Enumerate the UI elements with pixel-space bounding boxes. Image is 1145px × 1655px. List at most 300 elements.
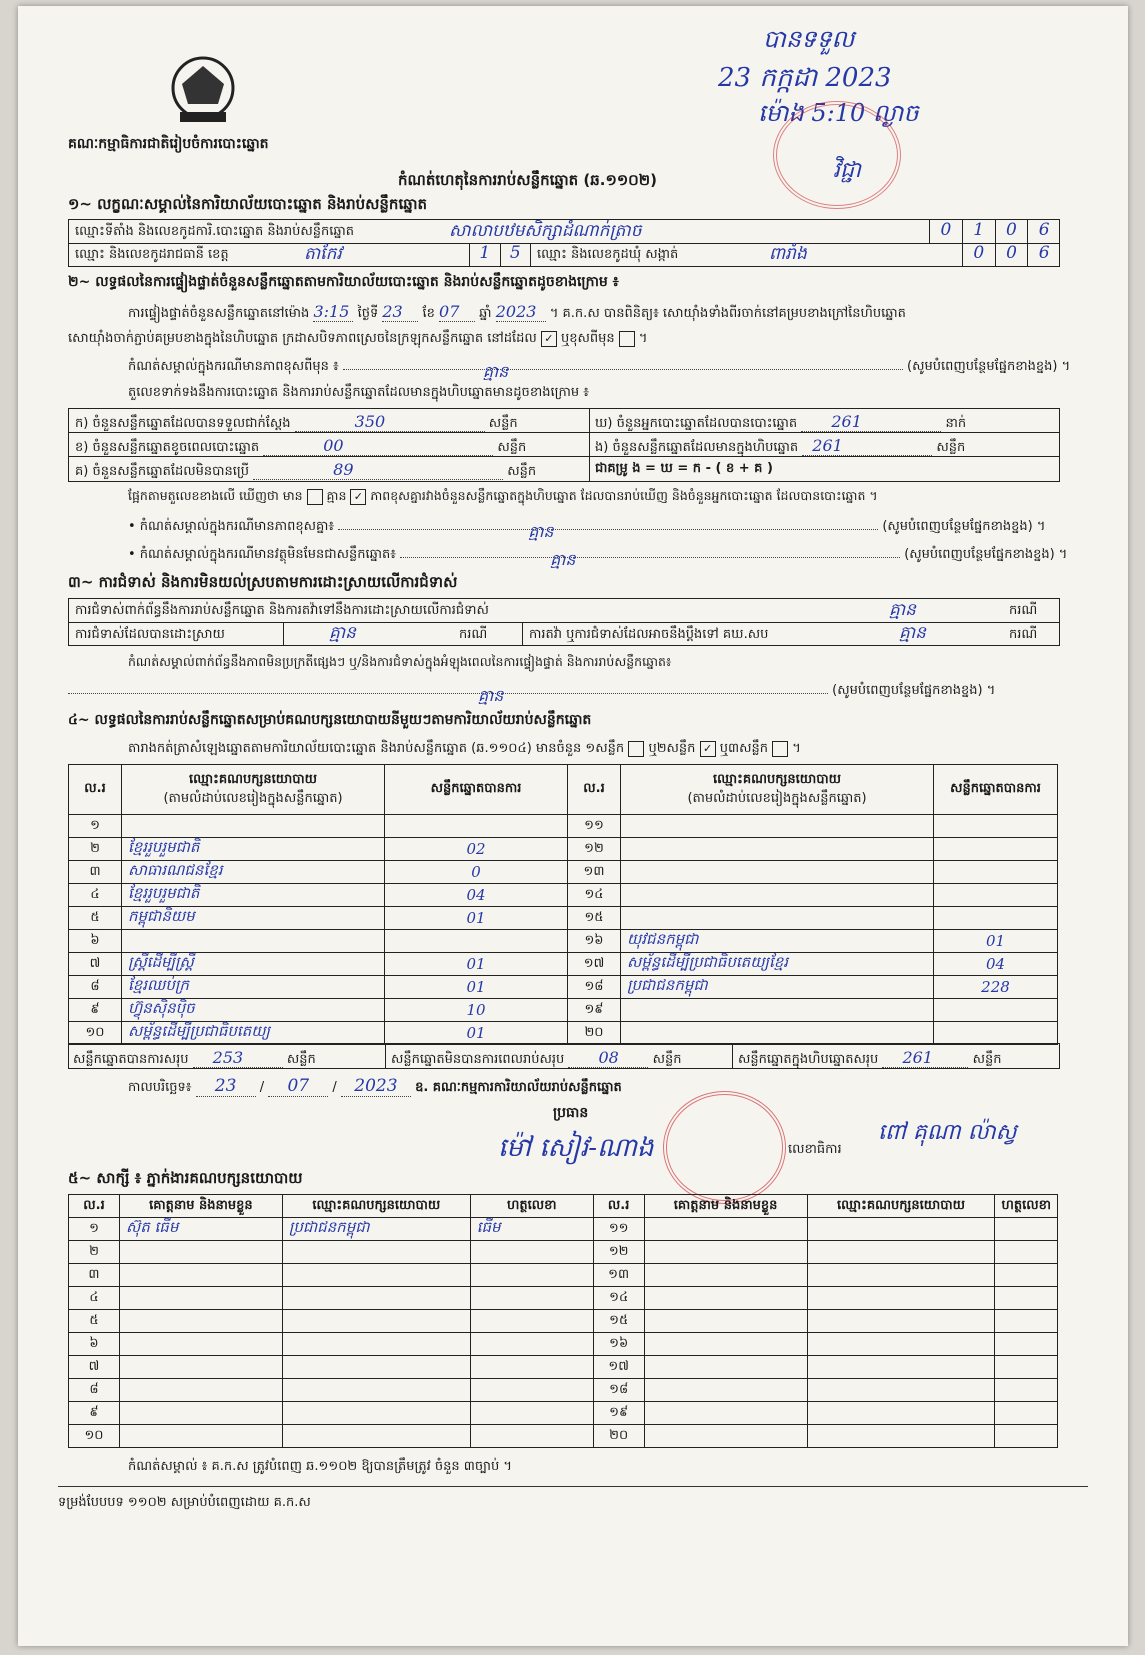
party-votes: 228 [934,976,1058,999]
received-note: បានទទួល [763,25,855,53]
witness-no: ៥ [69,1310,120,1333]
two-sheets-checkbox[interactable]: ✓ [700,741,716,757]
witness-signature: ធើម [470,1218,593,1241]
col-sign: ហត្ថលេខា [995,1195,1058,1218]
unit-label: សន្លឹក [652,1052,682,1067]
results-row [69,907,1058,930]
witness-no: ១៦ [593,1333,644,1356]
witness-party [282,1333,470,1356]
witness-party [807,1287,995,1310]
counting-committee: ឧ. គណៈកម្មការការិយាល័យរាប់សន្លឹកឆ្នោត [415,1080,622,1095]
irregularities-value: គ្មាន [478,686,504,705]
seal-check-text: សោយ៉ាំងចាក់ភ្ជាប់គម្របខាងក្នុងនៃហិបឆ្នោត ក្រដាសបិទភាពស្រេចនៃក្រឡុកសន្លឹកឆ្នោត នៅដដែល [68,331,537,346]
witness-row [69,1218,1058,1241]
witness-party [807,1402,995,1425]
note-1-label: កំណត់សម្គាល់ក្នុងករណីមានភាពខុសពីមុន ៖ [128,359,339,374]
received-ballots-label: ក) ចំនួនសន្លឹកឆ្នោតដែលបានទទួលជាក់ស្តែង [75,416,291,431]
witness-name [119,1310,282,1333]
witness-signature [470,1241,593,1264]
received-signature: វិជ្ជា [833,158,861,183]
witness-signature [995,1218,1058,1241]
results-row [69,815,1058,838]
witness-party [282,1379,470,1402]
verification-line [128,302,906,324]
unit-label: សន្លឹក [507,464,537,479]
note-3-label: • កំណត់សម្គាល់ក្នុងករណីមានវត្ថុមិនមែនជាសន្លឹកឆ្នោត៖ [128,547,396,562]
party-votes [934,861,1058,884]
location-code-digit: 1 [963,220,996,243]
witness-party: ប្រជាជនកម្ពុជា [282,1218,470,1241]
party-name [122,815,385,838]
party-no: ១២ [568,838,621,861]
section-5-title: ៥~ សាក្សី ៖ ភ្នាក់ងារគណបក្សនយោបាយ [68,1169,303,1187]
results-row [69,861,1058,884]
witness-signature [995,1402,1058,1425]
has-difference-checkbox[interactable] [307,489,323,505]
witness-party [282,1310,470,1333]
party-no: ២០ [568,1022,621,1045]
province-code-digit: 5 [509,243,521,263]
no-difference-label: គ្មាន [326,488,347,503]
party-name [621,907,934,930]
witness-name [644,1356,807,1379]
witness-name [119,1241,282,1264]
witness-signature [995,1333,1058,1356]
party-no: ១៧ [568,953,621,976]
witness-row [69,1356,1058,1379]
witness-name [644,1218,807,1241]
results-row [69,999,1058,1022]
section-1-title: ១~ លក្ខណៈសម្គាល់នៃការិយាល័យបោះឆ្នោត និងរាប់សន្លឹកឆ្នោត [68,195,428,213]
witness-name [119,1333,282,1356]
voters-label: ឃ) ចំនួនអ្នកបោះឆ្នោតដែលបានបោះឆ្នោត [595,416,798,431]
witness-no: ២០ [593,1425,644,1448]
province-code-digit: 1 [470,243,501,266]
unit-label: សន្លឹក [488,416,518,431]
witness-name [644,1287,807,1310]
irregularities-suffix: (សូមបំពេញបន្ថែមផ្នែកខាងខ្នង) ។ [832,683,996,698]
witness-no: ១០ [69,1425,120,1448]
witness-no: ១៨ [593,1379,644,1402]
witness-no: ៨ [69,1379,120,1402]
witness-party [282,1241,470,1264]
form-page [18,6,1128,1646]
commune-code-digit: 6 [1038,243,1050,263]
irregularities-label: កំណត់សម្គាល់ពាក់ព័ន្ធនឹងភាពមិនប្រក្រតីផ្សេងៗ ឬ/និងការជំទាស់ក្នុងអំឡុងពេលនៃការផ្ទៀងផ្ទាត់ និងការរាប់សន្លឹកឆ្នោត៖ [128,654,672,669]
col-party: ឈ្មោះគណបក្សនយោបាយ (តាមលំដាប់លេខរៀងក្នុងសន្លឹកឆ្នោត) [122,765,385,815]
witness-name [119,1425,282,1448]
form-footer: ទម្រង់បែបបទ ១១០២ សម្រាប់បំពេញដោយ គ.ក.ស [58,1495,311,1510]
note-2-line [128,518,1046,541]
party-no: ៥ [69,907,122,930]
section-3-title: ៣~ ការជំទាស់ និងការមិនយល់ស្របតាមការដោះស្រាយលើការជំទាស់ [68,573,458,591]
compare-line [128,488,878,507]
witness-name [644,1241,807,1264]
witness-party [807,1379,995,1402]
tally-sheets-line: តារាងកត់ត្រាសំឡេងឆ្នោតតាមការិយាល័យបោះឆ្នោត និងរាប់សន្លឹកឆ្នោត (ឆ.១១០៤) មានចំនួន ១សន្លឹក ឬ២សន្លឹក ✓ ឬ៣សន្លឹក ។ [128,741,801,756]
party-votes: 01 [934,930,1058,953]
verification-time: 3:15 [313,302,353,322]
party-name: សម្ព័ន្ធដើម្បីប្រជាធិបតេយ្យខ្មែរ [621,953,934,976]
appeal-label: ការតវ៉ា ឬការជំទាស់ដែលអាចនឹងប្តឹងទៅ គឃ.សប [529,627,769,642]
party-votes: 01 [385,907,568,930]
case-unit: ករណី [459,627,488,642]
party-name: សាធារណជនខ្មែរ [122,861,385,884]
witness-party [807,1356,995,1379]
one-sheet-checkbox[interactable] [628,741,644,757]
witness-name [644,1425,807,1448]
resolved-label: ការជំទាស់ដែលបានដោះស្រាយ [75,627,225,642]
spoiled-ballots-value: 00 [263,436,493,456]
witness-name [119,1356,282,1379]
col-party: ឈ្មោះគណបក្សនយោបាយ (តាមលំដាប់លេខរៀងក្នុងសន្លឹកឆ្នោត) [621,765,934,815]
three-sheets-checkbox[interactable] [772,741,788,757]
party-votes [934,884,1058,907]
party-no: ១៣ [568,861,621,884]
location-label: ឈ្មោះទីតាំង និងលេខកូដការិ.បោះឆ្នោត និងរាប់សន្លឹកឆ្នោត [75,224,354,239]
unit-label: សន្លឹក [972,1052,1002,1067]
witness-name [644,1402,807,1425]
case-unit: ករណី [1009,603,1038,618]
witness-signature [470,1425,593,1448]
figures-table [68,408,1060,482]
witness-party [282,1264,470,1287]
col-party: ឈ្មោះគណបក្សនយោបាយ [282,1195,470,1218]
note-1-line [128,358,1071,381]
results-row [69,953,1058,976]
witness-signature [995,1379,1058,1402]
compare-text-end: ភាពខុសគ្នារវាងចំនួនសន្លឹកឆ្នោតក្នុងហិបឆ្នោត ដែលបានរាប់ឃើញ និងចំនួនអ្នកបោះឆ្នោត ដែលបានបោះឆ្នោត ។ [370,488,878,503]
witness-no: ៧ [69,1356,120,1379]
party-name [621,861,934,884]
date-line: កាលបរិច្ឆេទ៖ 23 / 07 / 2023 ឧ. គណៈកម្មការការិយាល័យរាប់សន្លឹកឆ្នោត [128,1076,622,1096]
party-no: ៧ [69,953,122,976]
witness-name: ស៊ុត ធើម [119,1218,282,1241]
witness-signature [995,1356,1058,1379]
commune-code-digit: 0 [963,243,996,266]
witness-name [119,1379,282,1402]
verification-text-end: ។ គ.ក.ស បានពិនិត្យ៖ សោយ៉ាំងទាំងពីរចាក់នៅគម្របខាងក្រៅនៃហិបឆ្នោត [549,306,906,321]
witness-signature [470,1356,593,1379]
col-no: ល.រ [69,1195,120,1218]
received-date: 23 កក្កដា 2023 [718,63,892,93]
changed-checkbox[interactable] [619,331,635,347]
col-sign: ហត្ថលេខា [470,1195,593,1218]
province-value: តាកែវ [304,244,342,264]
witness-name [644,1264,807,1287]
note-1-suffix: (សូមបំពេញបន្ថែមផ្នែកខាងខ្នង) ។ [907,359,1071,374]
party-no: ៩ [69,999,122,1022]
party-no: ១០ [69,1022,122,1045]
committee-seal [663,1091,786,1204]
party-no: ១ [69,815,122,838]
two-sheets-label: ឬ២សន្លឹក [648,741,696,756]
note-1-value: គ្មាន [482,362,509,381]
verification-year: 2023 [496,302,546,322]
party-votes [934,1022,1058,1045]
party-no: ៣ [69,861,122,884]
day-label: ថ្ងៃទី [357,306,379,321]
party-name: ខ្មែររួបរួមជាតិ [122,884,385,907]
changed-label: ឬខុសពីមុន [561,331,615,346]
witness-no: ១ [69,1218,120,1241]
party-name: ហ៊្វុនស៊ិនប៉ិច [122,999,385,1022]
party-votes: 01 [385,953,568,976]
party-name: ស្ត្រីដើម្បីស្ត្រី [122,953,385,976]
totals-row [68,1043,1060,1069]
figures-intro: តួលេខទាក់ទងនឹងការបោះឆ្នោត និងការរាប់សន្លឹកឆ្នោតដែលមានក្នុងហិបឆ្នោតមានដូចខាងក្រោម ៖ [128,385,589,400]
received-time: ម៉ោង 5:10 ល្ងាច [758,99,919,127]
case-unit: ករណី [1009,627,1038,642]
witness-party [807,1333,995,1356]
col-no: ល.រ [568,765,621,815]
received-seal [773,101,901,209]
witness-no: ១៣ [593,1264,644,1287]
witness-party [282,1287,470,1310]
section-4-title: ៤~ លទ្ធផលនៃការរាប់សន្លឹកឆ្នោតសម្រាប់គណបក្សនយោបាយនីមួយៗតាមការិយាល័យរាប់សន្លឹកឆ្នោត [68,712,592,728]
witness-no: ១៩ [593,1402,644,1425]
party-votes [934,907,1058,930]
party-name [621,884,934,907]
results-table [68,764,1058,1045]
location-code-digit: 0 [930,220,963,243]
results-row [69,838,1058,861]
party-name [621,999,934,1022]
box-ballots-value: 261 [802,436,932,456]
witness-name [644,1379,807,1402]
party-no: ១៦ [568,930,621,953]
party-name: កម្ពុជានិយម [122,907,385,930]
col-party: ឈ្មោះគណបក្សនយោបាយ [807,1195,995,1218]
note-2-label: • កំណត់សម្គាល់ក្នុងករណីមានភាពខុសគ្នា៖ [128,519,335,534]
year-label: ឆ្នាំ [479,306,492,321]
witness-row [69,1264,1058,1287]
party-votes: 02 [385,838,568,861]
results-row [69,884,1058,907]
witness-party [807,1425,995,1448]
witness-row [69,1333,1058,1356]
party-votes: 0 [385,861,568,884]
note-2-value: គ្មាន [528,522,554,541]
witness-no: ១៧ [593,1356,644,1379]
witness-name [119,1287,282,1310]
results-row [69,1022,1058,1045]
unit-label: សន្លឹក [936,440,966,455]
note-3-line [128,546,1068,569]
party-votes [934,999,1058,1022]
witness-name [644,1310,807,1333]
secretary-label: លេខាធិការ [788,1142,842,1157]
date-year: 2023 [341,1076,411,1097]
witness-no: ២ [69,1241,120,1264]
witness-row [69,1241,1058,1264]
witness-signature [470,1310,593,1333]
col-name: គោត្តនាម និងនាមខ្លួន [644,1195,807,1218]
witness-no: ៩ [69,1402,120,1425]
unit-label: សន្លឹក [286,1052,316,1067]
note-3-suffix: (សូមបំពេញបន្ថែមផ្នែកខាងខ្នង) ។ [904,547,1068,562]
party-no: ១៩ [568,999,621,1022]
witness-signature [470,1402,593,1425]
col-no: ល.រ [593,1195,644,1218]
witness-party [807,1218,995,1241]
witness-signature [470,1264,593,1287]
party-no: ២ [69,838,122,861]
unused-ballots-value: 89 [253,460,503,480]
witness-signature [995,1264,1058,1287]
party-votes [934,838,1058,861]
unchanged-checkbox[interactable]: ✓ [541,331,557,347]
chair-label: ប្រធាន [553,1105,589,1121]
witness-party [282,1356,470,1379]
no-difference-checkbox[interactable]: ✓ [350,489,366,505]
three-sheets-label: ឬ៣សន្លឹក [719,741,768,756]
party-name [122,930,385,953]
unit-label: សន្លឹក [497,440,527,455]
witness-no: ៣ [69,1264,120,1287]
party-name [621,1022,934,1045]
emblem-icon [168,54,238,128]
verification-text: ការផ្ទៀងផ្ទាត់ចំនួនសន្លឹកឆ្នោតនៅម៉ោង [128,306,310,321]
month-label: ខែ [422,306,435,321]
secretary-signature: ពៅ គុណា ល៉ាស្វ [878,1120,1017,1145]
footnote: កំណត់សម្គាល់ ៖ គ.ក.ស ត្រូវបំពេញ ឆ.១១០២ ឱ្យបានត្រឹមត្រូវ ចំនួន ៣ច្បាប់ ។ [128,1459,512,1474]
location-value: សាលាបឋមសិក្សាដំណាក់ត្រាច [449,221,642,241]
results-row [69,976,1058,999]
province-label: ឈ្មោះ និងលេខកូដរាជធានី ខេត្ត [75,247,229,262]
witness-name [119,1264,282,1287]
date-month: 07 [268,1076,328,1097]
witness-row [69,1379,1058,1402]
witness-party [807,1310,995,1333]
date-label: កាលបរិច្ឆេទ៖ [128,1080,192,1095]
box-ballots-label: ង) ចំនួនសន្លឹកឆ្នោតដែលមានក្នុងហិបឆ្នោត [595,440,799,455]
party-no: ៤ [69,884,122,907]
commune-label: ឈ្មោះ និងលេខកូដឃុំ សង្កាត់ [537,247,679,262]
party-votes: 01 [385,1022,568,1045]
party-votes [934,815,1058,838]
irregularities-line [68,682,996,705]
invalid-total-value: 08 [568,1048,648,1068]
witness-no: ១៥ [593,1310,644,1333]
verification-day: 23 [382,302,418,322]
note-3-value: គ្មាន [550,550,576,569]
unit-person-label: នាក់ [945,416,967,431]
valid-total-label: សន្លឹកឆ្នោតបានការសរុប [73,1052,189,1067]
note-2-suffix: (សូមបំពេញបន្ថែមផ្នែកខាងខ្នង) ។ [882,519,1046,534]
witness-row [69,1287,1058,1310]
witness-signature [995,1425,1058,1448]
party-votes: 10 [385,999,568,1022]
party-no: ៦ [69,930,122,953]
col-no: ល.រ [69,765,122,815]
party-name: ខ្មែរឈប់ក្រ [122,976,385,999]
witness-name [644,1333,807,1356]
appeal-value: គ្មាន [899,623,926,643]
valid-total-value: 253 [193,1048,283,1068]
party-name: ប្រជាជនកម្ពុជា [621,976,934,999]
party-votes: 01 [385,976,568,999]
party-votes [385,930,568,953]
party-name: ខ្មែររួបរួមជាតិ [122,838,385,861]
objections-table [68,598,1060,646]
received-ballots-value: 350 [295,412,485,432]
tally-sheets-text: តារាងកត់ត្រាសំឡេងឆ្នោតតាមការិយាល័យបោះឆ្នោត និងរាប់សន្លឹកឆ្នោត (ឆ.១១០៤) មានចំនួន ១សន្លឹក [128,741,625,756]
objections-label: ការជំទាស់ពាក់ព័ន្ធនឹងការរាប់សន្លឹកឆ្នោត និងការតវ៉ាទៅនឹងការដោះស្រាយលើការជំទាស់ [75,603,489,618]
witness-signature [470,1333,593,1356]
party-no: ១៤ [568,884,621,907]
col-votes: សន្លឹកឆ្នោតបានការ [934,765,1058,815]
formula: ជាគម្រូ ង = ឃ = ក - ( ខ + គ ) [595,461,773,476]
commune-value: ពារាំង [769,244,807,264]
spoiled-ballots-label: ខ) ចំនួនសន្លឹកឆ្នោតខូចពេលបោះឆ្នោត [75,440,260,455]
committee-name: គណៈកម្មាធិការជាតិរៀបចំការបោះឆ្នោត [68,136,269,152]
witness-signature [470,1379,593,1402]
section-1-table [68,219,1060,267]
voters-value: 261 [801,412,941,432]
witness-row [69,1310,1058,1333]
objections-value: គ្មាន [889,600,916,620]
witness-party [807,1241,995,1264]
party-votes: 04 [385,884,568,907]
box-total-value: 261 [882,1048,968,1068]
witness-party [807,1264,995,1287]
date-day: 23 [196,1076,256,1097]
witness-party [282,1402,470,1425]
witness-signature [995,1287,1058,1310]
location-code-digit: 6 [1038,220,1050,240]
col-name: គោត្តនាម និងនាមខ្លួន [119,1195,282,1218]
party-no: ៨ [69,976,122,999]
party-no: ១៨ [568,976,621,999]
location-code-digit: 0 [996,220,1029,243]
party-name: យុវជនកម្ពុជា [621,930,934,953]
witness-party [282,1425,470,1448]
party-no: ១៥ [568,907,621,930]
witness-no: ១១ [593,1218,644,1241]
form-title: កំណត់ហេតុនៃការរាប់សន្លឹកឆ្នោត (ឆ.១១០២) [398,171,658,189]
witness-name [119,1402,282,1425]
party-votes: 04 [934,953,1058,976]
witness-no: ៦ [69,1333,120,1356]
unused-ballots-label: គ) ចំនួនសន្លឹកឆ្នោតដែលមិនបានប្រើ [75,464,249,479]
results-row [69,930,1058,953]
invalid-total-label: សន្លឹកឆ្នោតមិនបានការពេលរាប់សរុប [391,1052,565,1067]
verification-month: 07 [439,302,475,322]
seal-check-line: សោយ៉ាំងចាក់ភ្ជាប់គម្របខាងក្នុងនៃហិបឆ្នោត ក្រដាសបិទភាពស្រេចនៃក្រឡុកសន្លឹកឆ្នោត នៅដដែល ✓ ឬខុសពីមុន ។ [68,331,648,346]
resolved-value: គ្មាន [329,623,356,643]
party-name: សម្ព័ន្ធដើម្បីប្រជាធិបតេយ្យ [122,1022,385,1045]
chair-signature: ម៉ៅ សៀវ-ណាង [498,1133,654,1163]
party-no: ១១ [568,815,621,838]
section-2-title: ២~ លទ្ធផលនៃការផ្ទៀងផ្ទាត់ចំនួនសន្លឹកឆ្នោតតាមការិយាល័យបោះឆ្នោត និងរាប់សន្លឹកឆ្នោតដូចខាងក្រោម ៖ [68,274,619,290]
party-votes [385,815,568,838]
witness-table [68,1194,1058,1448]
party-name [621,815,934,838]
witness-no: ១៤ [593,1287,644,1310]
witness-signature [470,1287,593,1310]
witness-signature [995,1241,1058,1264]
witness-row [69,1425,1058,1448]
col-votes: សន្លឹកឆ្នោតបានការ [385,765,568,815]
commune-code-digit: 0 [996,243,1029,266]
witness-signature [995,1310,1058,1333]
witness-no: ១២ [593,1241,644,1264]
witness-row [69,1402,1058,1425]
witness-no: ៤ [69,1287,120,1310]
box-total-label: សន្លឹកឆ្នោតក្នុងហិបឆ្នោតសរុប [738,1052,879,1067]
compare-text: ផ្អែកតាមតួលេខខាងលើ ឃើញថា មាន [128,488,303,503]
